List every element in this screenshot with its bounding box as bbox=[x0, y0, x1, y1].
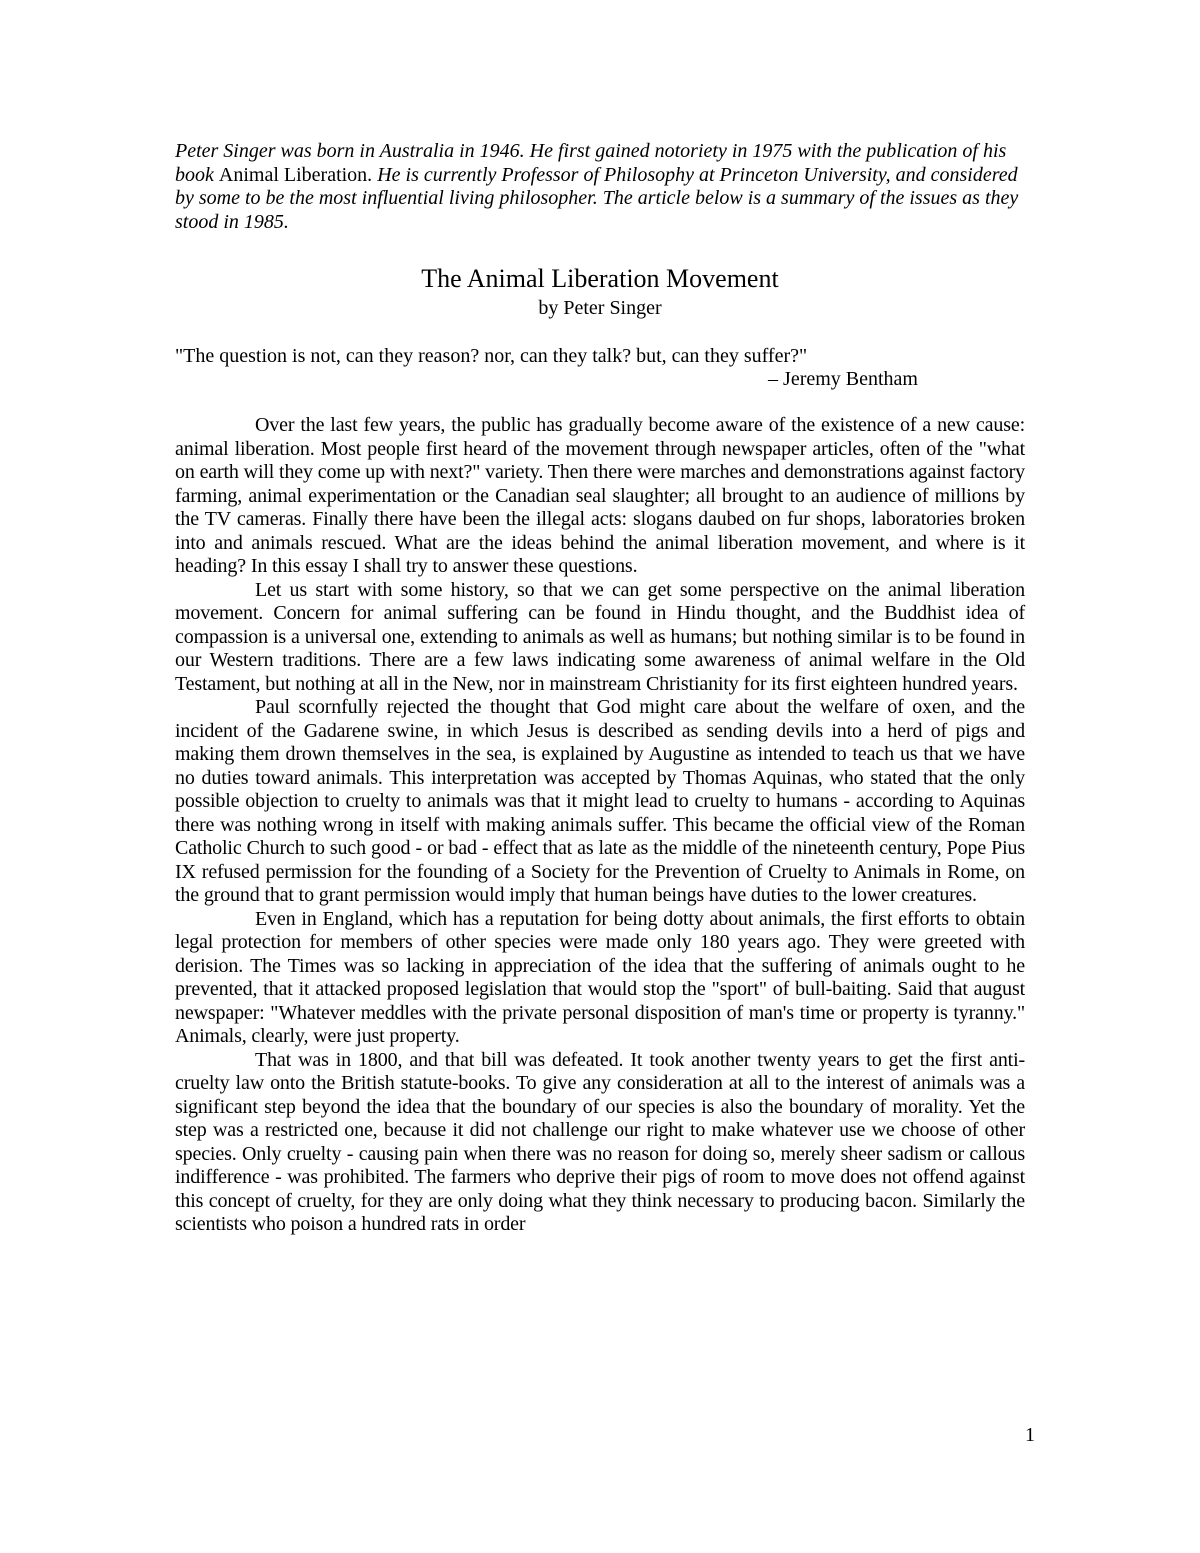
body-paragraph-5: That was in 1800, and that bill was defeated. It took another twenty years to get the first anti-cruelty law onto the British statute-books. To give any consideration at all to the interest of animals was a significant step beyond the idea that the boundary of our species is also the boundary of morality. Yet the step was a restricted one, because it did not challenge our right to make whatever use we choose of other species. Only cruelty - causing pain when there was no reason for doing so, merely sheer sadism or callous indifference - was prohibited. The farmers who deprive their pigs of room to move does not offend against this concept of cruelty, for they are only doing what they think necessary to producing bacon. Similarly the scientists who poison a hundred rats in order bbox=[175, 1048, 1025, 1235]
article-byline: by Peter Singer bbox=[538, 297, 662, 319]
intro-text-part2: He is currently Professor of Philosophy at Princeton University, and considered by some to be the most influential living philosopher. The article below is a summary of the issues as they stood in 1985. bbox=[175, 163, 1019, 233]
intro-paragraph bbox=[175, 140, 1025, 234]
article-body bbox=[175, 414, 1025, 1237]
article-title: The Animal Liberation Movement bbox=[421, 264, 779, 293]
body-paragraph-3: Paul scornfully rejected the thought that God might care about the welfare of oxen, and the incident of the Gadarene swine, in which Jesus is described as sending devils into a herd of pigs and making them drown themselves in the sea, is explained by Augustine as intended to teach us that we have no duties toward animals. This interpretation was accepted by Thomas Aquinas, who stated that the only possible objection to cruelty to animals was that it might lead to cruelty to humans - according to Aquinas there was nothing wrong in itself with making animals suffer. This became the official view of the Roman Catholic Church to such good - or bad - effect that as late as the middle of the nineteenth century, Pope Pius IX refused permission for the founding of a Society for the Prevention of Cruelty to Animals in Rome, on the ground that to grant permission would imply that human beings have duties to the lower creatures. bbox=[175, 696, 1025, 906]
body-paragraph-1: Over the last few years, the public has gradually become aware of the existence of a new cause: animal liberation. Most people first heard of the movement through newspaper articles, often of the "what on earth will they come up with next?" variety. Then there were marches and demonstrations against factory farming, animal experimentation or the Canadian seal slaughter; all brought to an audience of millions by the TV cameras. Finally there have been the illegal acts: slogans daubed on fur shops, laboratories broken into and animals rescued. What are the ideas behind the animal liberation movement, and where is it heading? In this essay I shall try to answer these questions. bbox=[175, 414, 1025, 577]
epigraph-quote: "The question is not, can they reason? nor, can they talk? but, can they suffer?" bbox=[175, 345, 808, 367]
intro-book-title: Animal Liberation. bbox=[218, 163, 373, 186]
epigraph-attribution: – Jeremy Bentham bbox=[768, 368, 918, 390]
page-number: 1 bbox=[1025, 1424, 1035, 1446]
body-paragraph-2: Let us start with some history, so that we can get some perspective on the animal liberation movement. Concern for animal suffering can be found in Hindu thought, and the Buddhist idea of compassion is a universal one, extending to animals as well as humans; but nothing similar is to be found in our Western traditions. There are a few laws indicating some awareness of animal welfare in the Old Testament, but nothing at all in the New, nor in mainstream Christianity for its first eighteen hundred years. bbox=[175, 578, 1025, 695]
intro-text-part1: Peter Singer was born in Australia in 1946. He first gained notoriety in 1975 with the publication of his book bbox=[175, 140, 1007, 186]
body-paragraph-4: Even in England, which has a reputation for being dotty about animals, the first efforts to obtain legal protection for members of other species were made only 180 years ago. They were greeted with derision. The Times was so lacking in appreciation of the idea that the suffering of animals ought to he prevented, that it attacked proposed legislation that would stop the "sport" of bull-baiting. Said that august newspaper: "Whatever meddles with the private personal disposition of man's time or property is tyranny." Animals, clearly, were just property. bbox=[175, 907, 1025, 1047]
